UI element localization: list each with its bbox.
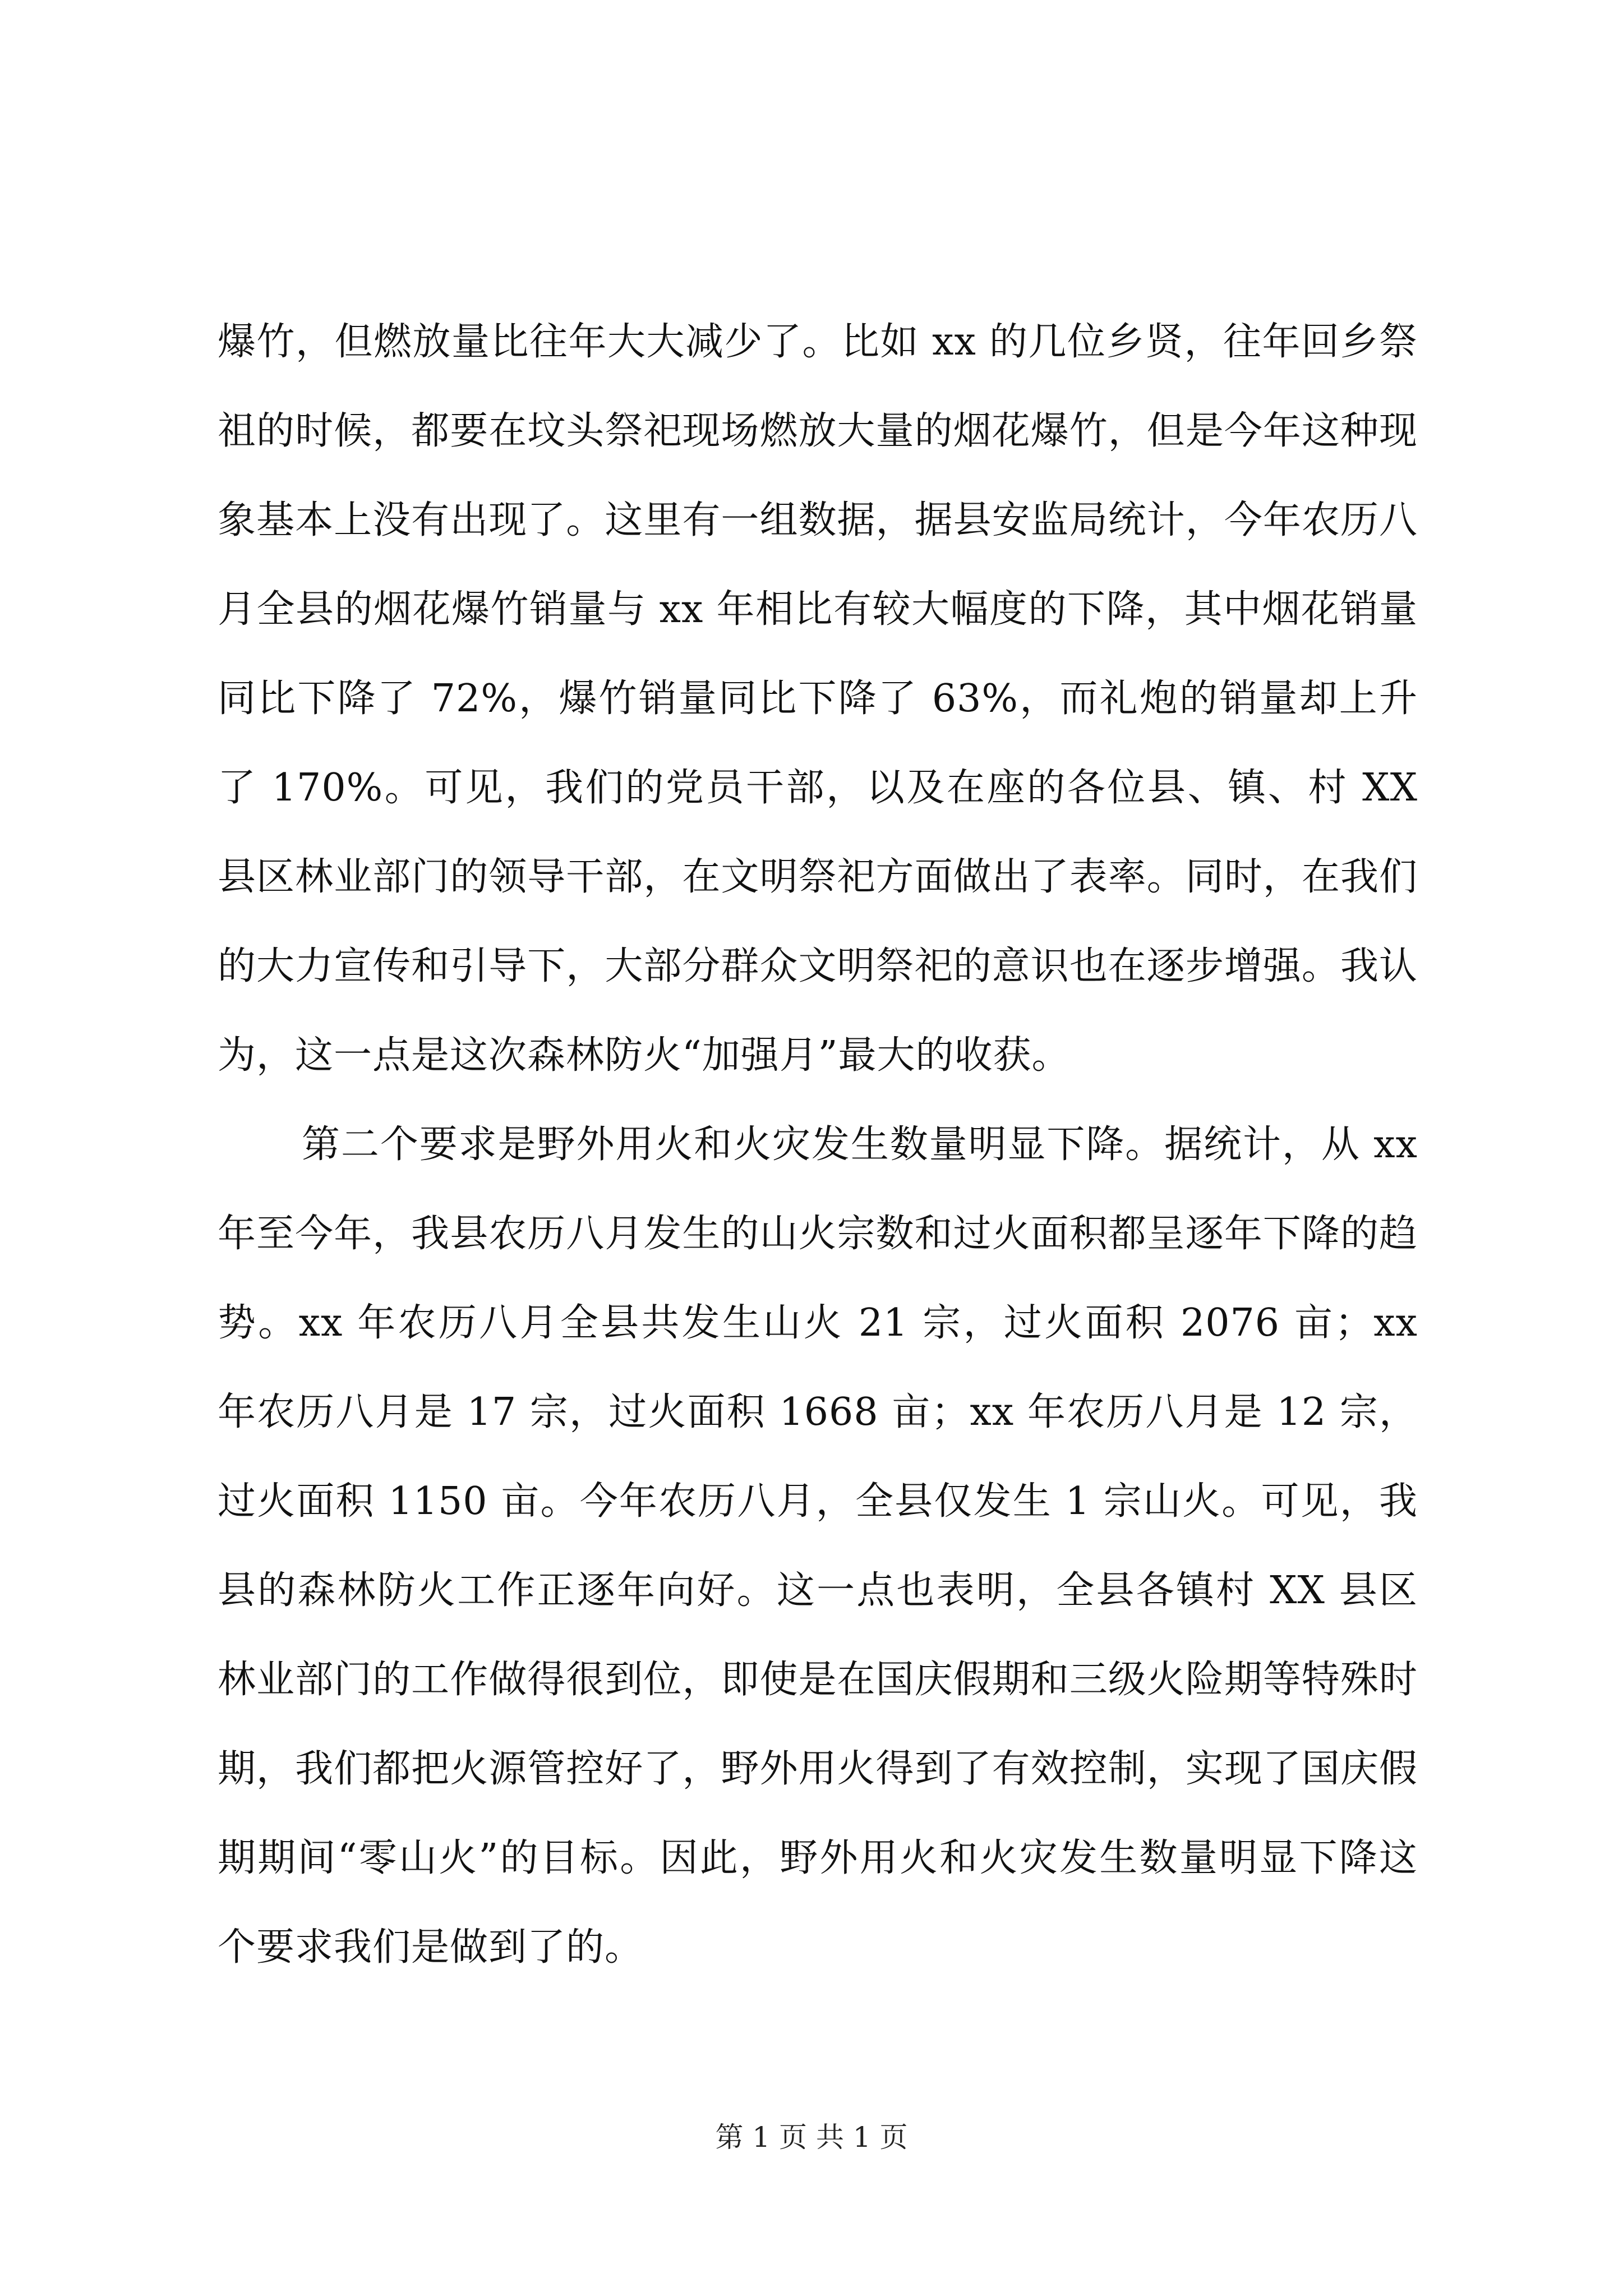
page-footer: 第 1 页 共 1 页	[715, 2121, 908, 2154]
document-body	[218, 297, 1418, 1992]
paragraph-1: 爆竹，但燃放量比往年大大减少了。比如 xx 的几位乡贤，往年回乡祭祖的时候，都要在坟头祭祀现场燃放大量的烟花爆竹，但是今年这种现象基本上没有出现了。这里有一组数据，据县安监局统计，今年农历八月全县的烟花爆竹销量与 xx 年相比有较大幅度的下降，其中烟花销量同比下降了 72%，爆竹销量同比下降了 63%，而礼炮的销量却上升了 170%。可见，我们的党员干部，以及在座的各位县、镇、村 XX 县区林业部门的领导干部，在文明祭祀方面做出了表率。同时，在我们的大力宣传和引导下，大部分群众文明祭祀的意识也在逐步增强。我认为，这一点是这次森林防火“加强月”最大的收获。	[218, 320, 1418, 1078]
paragraph-2: 第二个要求是野外用火和火灾发生数量明显下降。据统计，从 xx 年至今年，我县农历八月发生的山火宗数和过火面积都呈逐年下降的趋势。xx 年农历八月全县共发生山火 21 宗，过火面积 2076 亩；xx 年农历八月是 17 宗，过火面积 1668 亩；xx 年农历八月是 12 宗，过火面积 1150 亩。今年农历八月，全县仅发生 1 宗山火。可见，我县的森林防火工作正逐年向好。这一点也表明，全县各镇村 XX 县区林业部门的工作做得很到位，即使是在国庆假期和三级火险期等特殊时期，我们都把火源管控好了，野外用火得到了有效控制，实现了国庆假期期间“零山火”的目标。因此，野外用火和火灾发生数量明显下降这个要求我们是做到了的。	[218, 1122, 1418, 1970]
